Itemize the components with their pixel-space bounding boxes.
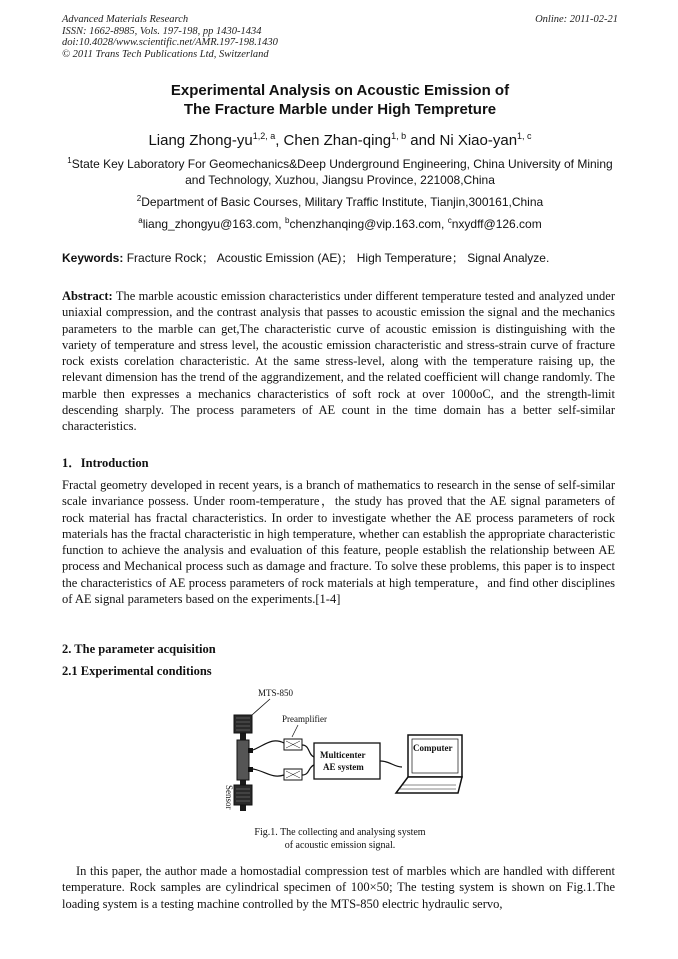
section-2-1-heading: 2.1 Experimental conditions xyxy=(62,664,212,678)
title-line-2: The Fracture Marble under High Tempreture xyxy=(183,101,497,118)
cable-preamp-upper xyxy=(302,745,314,757)
sensor-label: Sensor xyxy=(224,785,234,810)
doi-line[interactable]: doi:10.4028/www.scientific.net/AMR.197-198.1430 xyxy=(62,37,278,48)
title-line-1: Experimental Analysis on Acoustic Emission of xyxy=(170,82,510,99)
abstract xyxy=(62,288,615,435)
affiliation-1 xyxy=(62,153,618,188)
author-1: Liang Zhong-yu xyxy=(148,132,253,149)
email-b-mark: b xyxy=(284,216,290,225)
preamp-pointer xyxy=(292,725,298,737)
keywords-label: Keywords: xyxy=(62,251,124,265)
affiliation-2 xyxy=(62,191,618,210)
figure-1 xyxy=(210,685,480,825)
email-c[interactable]: nxydff@126.com xyxy=(451,217,542,231)
sensor-lower xyxy=(248,767,253,772)
online-date: Online: 2011-02-21 xyxy=(535,14,618,25)
email-c-mark: c xyxy=(447,216,452,225)
introduction-text: Fractal geometry developed in recent years, is a branch of mathematics to research in the sense of self-similar scale invariance possess. Under room-temperature，the study has proved that the AE signal parameters of rock material has fractal characteristics. In order to investigate whether the AE process parameters of rock materials has the fractal characteristic in high temperature, whether can establish the appropriate characteristic function to achieve the analysis and evaluation of this feature, people establish the relationship between AE process and Mechanical process such as damage and fracture. To solve these problems, this paper is to inspect the characteristics of AE process parameters of rock materials at high temperature，and find other disciplines of AE signal parameters based on the experiments.[1-4] xyxy=(62,478,615,607)
caption-line-2: of acoustic emission signal. xyxy=(284,840,396,851)
ae-system-diagram xyxy=(210,685,480,825)
email-b[interactable]: chenzhanqing@vip.163.com, xyxy=(289,217,448,231)
abstract-label: Abstract: xyxy=(62,289,113,303)
lower-platen xyxy=(234,785,252,805)
author-2-affil: 1, b xyxy=(391,131,407,141)
ae-system-box xyxy=(314,743,380,779)
author-2: , Chen Zhan-qing xyxy=(275,132,392,149)
author-list xyxy=(62,127,618,150)
keywords xyxy=(62,250,618,266)
cable-sensor-upper xyxy=(253,741,284,750)
affiliation-2-mark: 2 xyxy=(136,194,142,203)
mts-pointer xyxy=(252,699,270,715)
caption-line-1: Fig.1. The collecting and analysing system xyxy=(254,827,426,838)
cable-sensor-lower xyxy=(253,769,284,776)
copyright-line: © 2011 Trans Tech Publications Ltd, Switzerland xyxy=(62,48,269,60)
cable-ae-computer xyxy=(380,761,402,767)
journal-header xyxy=(62,14,618,60)
body-paragraph: In this paper, the author made a homostadial compression test of marbles which are handled with different temperature. Rock samples are cylindrical specimen of 100×50; The testing system is shown on Fig.1.The loading system is a testing machine controlled by the MTS-850 electric hydraulic servo, xyxy=(62,864,615,911)
author-1-affil: 1,2, a xyxy=(252,131,276,141)
affiliation-1-mark: 1 xyxy=(67,156,72,165)
issn-line: ISSN: 1662-8985, Vols. 197-198, pp 1430-1434 xyxy=(62,25,262,37)
affiliation-1-text: State Key Laboratory For Geomechanics&Deep Underground Engineering, China University of Mining and Technology, Xuzhou, Jiangsu Province, 221008,China xyxy=(71,157,613,187)
section-1-heading: 1．Introduction xyxy=(62,456,149,470)
paper-title xyxy=(62,81,618,119)
ae-system-label-2: AE system xyxy=(323,762,364,772)
journal-name: Advanced Materials Research xyxy=(62,14,189,25)
ae-system-label-1: Multicenter xyxy=(320,750,366,760)
sensor-upper xyxy=(248,748,253,753)
figure-1-caption xyxy=(200,826,480,852)
author-3-affil: 1, c xyxy=(517,131,532,141)
computer-label: Computer xyxy=(413,743,453,753)
abstract-text: The marble acoustic emission characteristics under different temperature tested and analyzed under uniaxial compression, and the contrast analysis that passes to acoustic emission the signal and the mechanics parameters to the marble can get,The characteristic curve of acoustic emission is distinguishing with the variety of temperature and stress level, the acoustic emission characteristic and stress-strain curve of fracture rock exists corelation characteristic. At the same stress-level, along with the temperature raising up, the relevant dimension has the trend of the aggrandizement, and the related coefficient will change randomly. The marble then expresses a mechanics characteristics of soft rock at over 1000oC, and the strength-limit descending sharply. The process parameters of AE count in the time domain has a better self-similar characteristics. xyxy=(62,289,615,434)
email-a[interactable]: liang_zhongyu@163.com, xyxy=(142,217,285,231)
email-a-mark: a xyxy=(138,216,143,225)
affiliation-2-text: Department of Basic Courses, Military Traffic Institute, Tianjin,300161,China xyxy=(141,195,544,209)
email-list xyxy=(62,213,618,232)
rock-specimen xyxy=(237,740,249,780)
mts-label: MTS-850 xyxy=(258,688,294,698)
cable-preamp-lower xyxy=(302,765,314,775)
keywords-text: Fracture Rock； Acoustic Emission (AE)； High Temperature； Signal Analyze. xyxy=(123,251,550,265)
preamp-label: Preamplifier xyxy=(282,714,327,724)
author-3: and Ni Xiao-yan xyxy=(406,132,518,149)
section-2-heading: 2. The parameter acquisition xyxy=(62,642,216,656)
